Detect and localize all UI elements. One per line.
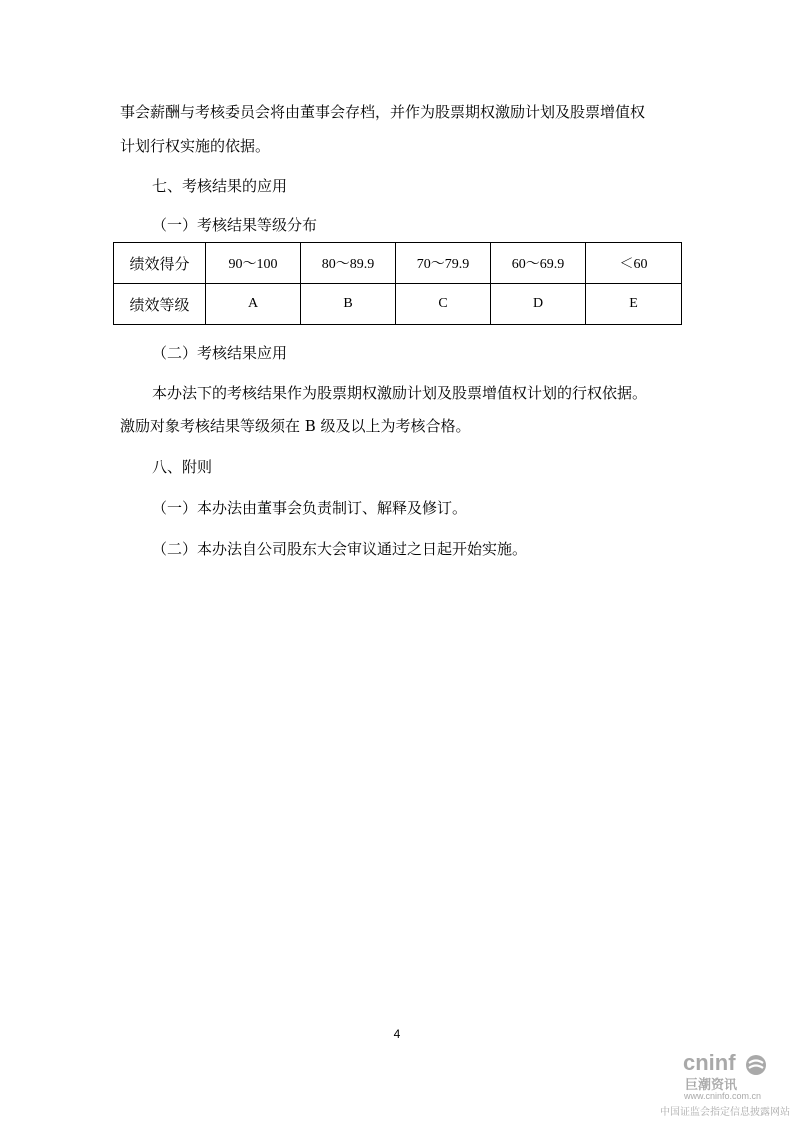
table-row	[114, 284, 682, 325]
grade-cell: C	[396, 284, 491, 325]
table-row	[114, 243, 682, 284]
page-number: 4	[393, 1027, 401, 1041]
paragraph-line: 事会薪酬与考核委员会将由董事会存档，并作为股票期权激励计划及股票增值权	[120, 103, 646, 121]
watermark-brand-cn: 巨潮资讯	[685, 1078, 738, 1093]
grade-distribution-table	[113, 242, 682, 325]
list-item: （一）本办法由董事会负责制订、解释及修订。	[152, 499, 468, 517]
paragraph-line: 激励对象考核结果等级须在 B 级及以上为考核合格。	[120, 417, 471, 435]
row-header: 绩效等级	[114, 284, 206, 325]
paragraph-line: 本办法下的考核结果作为股票期权激励计划及股票增值权计划的行权依据。	[152, 384, 648, 402]
watermark-brand: cninf	[683, 1050, 736, 1075]
score-cell: ＜60	[586, 243, 682, 284]
score-cell: 80～89.9	[301, 243, 396, 284]
watermark-url: www.cninfo.com.cn	[684, 1091, 762, 1101]
paragraph-line: 计划行权实施的依据。	[120, 137, 271, 155]
cninfo-watermark	[640, 1050, 794, 1123]
section-heading-8: 八、附则	[152, 458, 213, 476]
cninfo-logo-icon	[745, 1054, 767, 1076]
grade-cell: B	[301, 284, 396, 325]
score-cell: 90～100	[206, 243, 301, 284]
section-heading-7: 七、考核结果的应用	[152, 177, 288, 195]
score-cell: 60～69.9	[491, 243, 586, 284]
subsection-heading: （二）考核结果应用	[152, 344, 288, 362]
score-cell: 70～79.9	[396, 243, 491, 284]
list-item: （二）本办法自公司股东大会审议通过之日起开始实施。	[152, 540, 528, 558]
row-header: 绩效得分	[114, 243, 206, 284]
watermark-slogan: 中国证监会指定信息披露网站	[660, 1107, 790, 1118]
subsection-heading: （一）考核结果等级分布	[152, 216, 318, 234]
grade-cell: D	[491, 284, 586, 325]
grade-cell: A	[206, 284, 301, 325]
grade-cell: E	[586, 284, 682, 325]
